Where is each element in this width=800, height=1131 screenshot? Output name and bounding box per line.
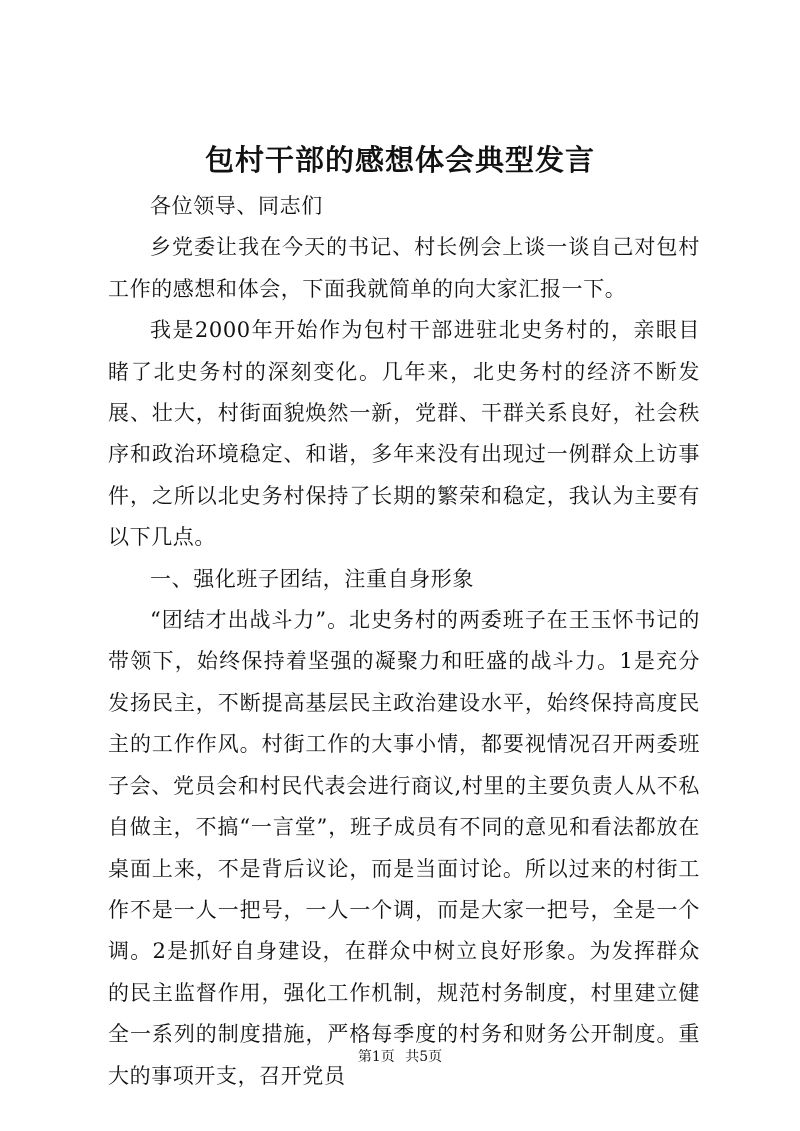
paragraph-salutation: 各位领导、同志们: [150, 194, 323, 218]
paragraph-intro: 乡党委让我在今天的书记、村长例会上谈一谈自己对包村工作的感想和体会，下面我就简单的向大家汇报一下。: [108, 235, 700, 301]
page-total: 共5页: [405, 1049, 443, 1065]
document-title: 包村干部的感想体会典型发言: [204, 143, 595, 177]
document-body: [108, 186, 700, 1097]
page-number: 第1页: [357, 1049, 395, 1065]
paragraph-background: 我是2000年开始作为包村干部进驻北史务村的，亲眼目睹了北史务村的深刻变化。几年来，北史务村的经济不断发展、壮大，村街面貌焕然一新，党群、干群关系良好，社会秩序和政治环境稳定、和谐，多年来没有出现过一例群众上访事件，之所以北史务村保持了长期的繁荣和稳定，我认为主要有以下几点。: [108, 318, 700, 550]
paragraph-section-1: “团结才出战斗力”。北史务村的两委班子在王玉怀书记的带领下，始终保持着坚强的凝聚力和旺盛的战斗力。1是充分发扬民主，不断提高基层民主政治建设水平，始终保持高度民主的工作作风。村街工作的大事小情，都要视情况召开两委班子会、党员会和村民代表会进行商议,村里的主要负责人从不私自做主，不搞“一言堂”，班子成员有不同的意见和看法都放在桌面上来，不是背后议论，而是当面讨论。所以过来的村街工作不是一人一把号，一人一个调，而是大家一把号，全是一个调。2是抓好自身建设，在群众中树立良好形象。为发挥群众的民主监督作用，强化工作机制，规范村务制度，村里建立健全一系列的制度措施，严格每季度的村务和财务公开制度。重大的事项开支，召开党员: [108, 608, 700, 1088]
section-heading-1: 一、强化班子团结，注重自身形象: [150, 566, 474, 591]
page-footer: [0, 1047, 800, 1067]
